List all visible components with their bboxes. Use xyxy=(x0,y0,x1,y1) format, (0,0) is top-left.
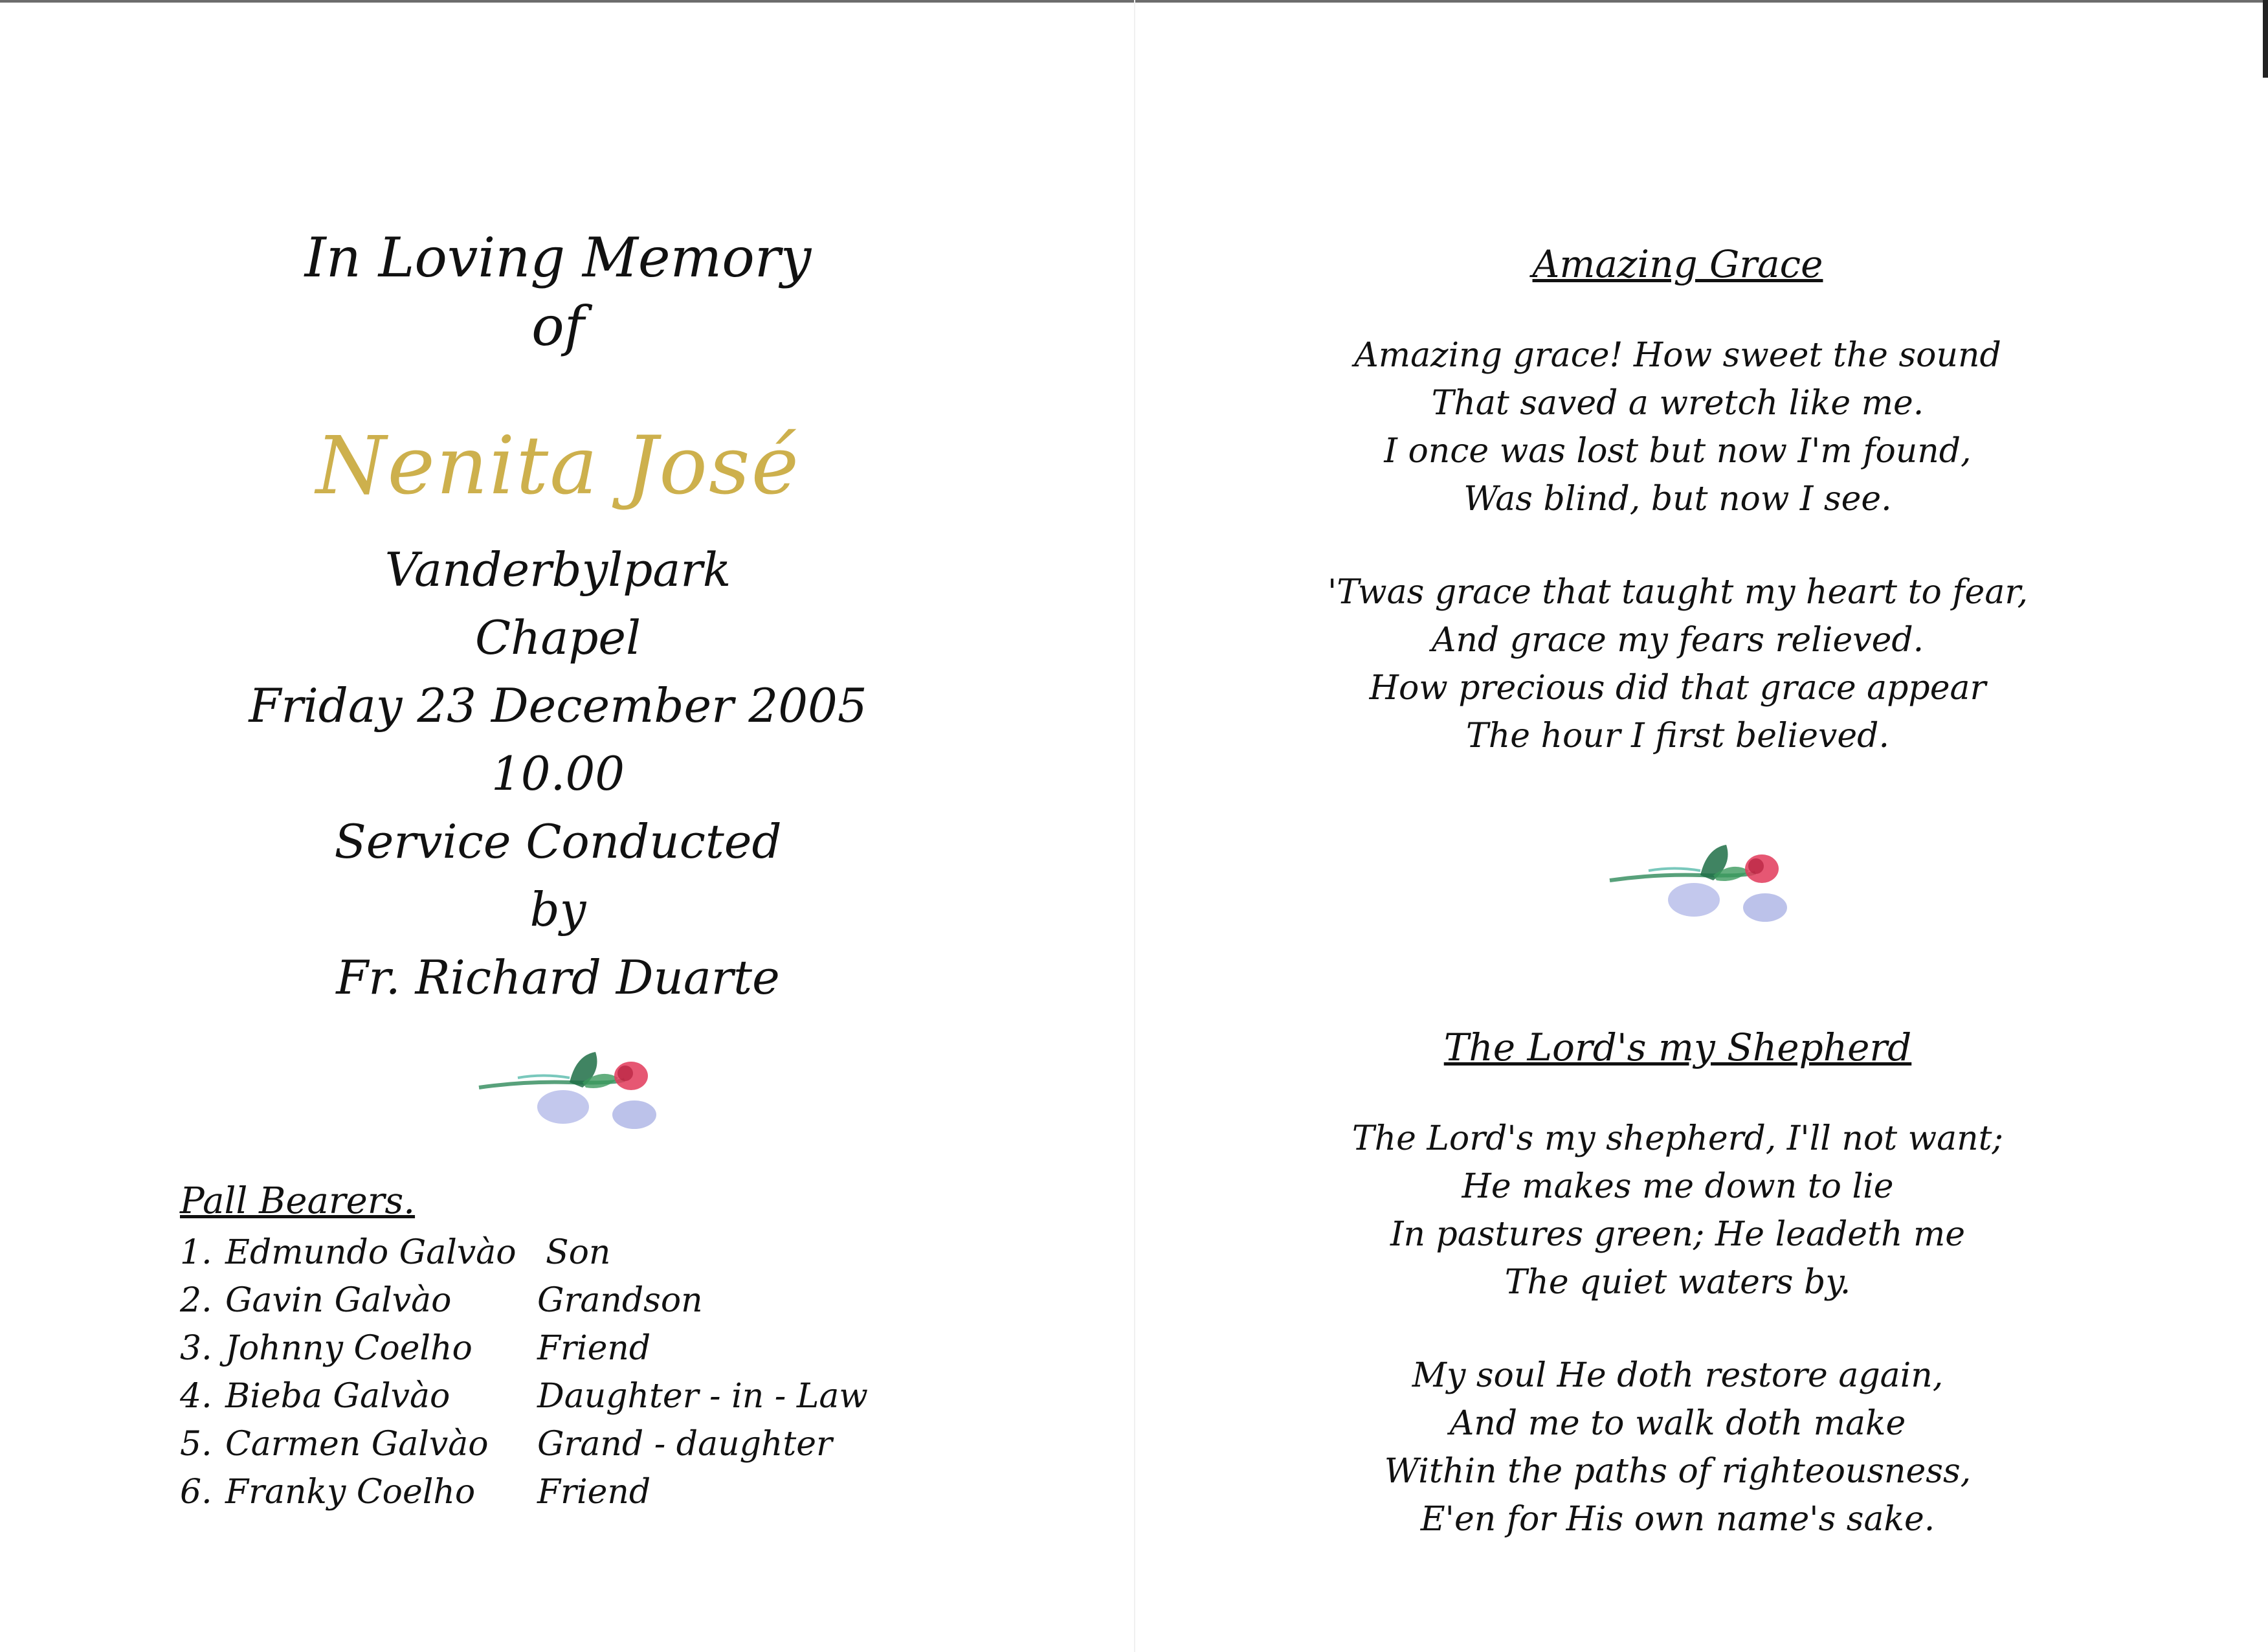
pall-bearer-number: 2. xyxy=(180,1281,212,1320)
pall-bearer-relation: Friend xyxy=(537,1473,651,1512)
service-line-2: by xyxy=(529,882,586,937)
verse-line: The hour I first believed. xyxy=(1466,717,1889,755)
service-line-1: Service Conducted xyxy=(334,814,782,869)
place-line-2: Chapel xyxy=(474,610,641,665)
right-panel xyxy=(1134,0,2268,1652)
hymn-verse xyxy=(1134,331,2221,523)
verse-line: E'en for His own name's sake. xyxy=(1420,1500,1935,1539)
pall-bearer-name: Franky Coelho xyxy=(225,1473,476,1512)
verse-line: Amazing grace! How sweet the sound xyxy=(1354,336,2001,375)
pall-bearer-relation: Friend xyxy=(537,1329,651,1368)
verse-line: And me to walk doth make xyxy=(1449,1404,1906,1443)
hymn-verse xyxy=(1134,1352,2221,1543)
hymn-lords-my-shepherd xyxy=(1134,1021,2221,1589)
service-details xyxy=(0,536,1121,1012)
pall-bearer-relation: Daughter - in - Law xyxy=(537,1377,868,1416)
hymn-verse xyxy=(1134,1115,2221,1306)
verse-line: I once was lost but now I'm found, xyxy=(1384,432,1972,471)
heading-line-2: of xyxy=(531,295,584,358)
service-date: Friday 23 December 2005 xyxy=(249,678,867,733)
pall-bearer-name: Bieba Galvào xyxy=(225,1377,450,1416)
pall-bearer-row xyxy=(180,1420,892,1468)
verse-line: 'Twas grace that taught my heart to fear, xyxy=(1327,573,2029,612)
pall-bearer-name: Edmundo Galvào xyxy=(225,1233,517,1272)
pall-bearer-name: Gavin Galvào xyxy=(225,1281,452,1320)
verse-line: Within the paths of righteousness, xyxy=(1384,1452,1972,1491)
hymn-title: The Lord's my Shepherd xyxy=(1443,1025,1912,1069)
pall-bearer-row xyxy=(180,1229,892,1277)
pall-bearer-number: 6. xyxy=(180,1473,212,1512)
verse-line: He makes me down to lie xyxy=(1462,1167,1894,1206)
pall-bearer-name: Johnny Coelho xyxy=(225,1329,472,1368)
rose-icon xyxy=(472,1042,667,1146)
place-line-1: Vanderbylpark xyxy=(384,542,731,597)
verse-line: Was blind, but now I see. xyxy=(1463,480,1892,519)
heading-line-1: In Loving Memory xyxy=(304,226,812,289)
verse-line: That saved a wretch like me. xyxy=(1431,384,1924,423)
verse-line: The Lord's my shepherd, I'll not want; xyxy=(1351,1119,2004,1158)
verse-line: The quiet waters by. xyxy=(1504,1263,1851,1302)
pall-bearers-heading: Pall Bearers. xyxy=(180,1180,416,1222)
pall-bearer-number: 4. xyxy=(180,1377,212,1416)
memorial-heading xyxy=(0,223,1121,361)
deceased-name-block xyxy=(0,418,1121,515)
verse-line: And grace my fears relieved. xyxy=(1431,621,1924,660)
pall-bearers xyxy=(180,1178,892,1516)
pall-bearer-number: 5. xyxy=(180,1425,212,1464)
officiant: Fr. Richard Duarte xyxy=(336,950,780,1005)
pall-bearer-row xyxy=(180,1468,892,1516)
rose-icon xyxy=(1603,835,1797,939)
verse-line: How precious did that grace appear xyxy=(1369,669,1986,708)
pall-bearer-relation: Son xyxy=(546,1233,611,1272)
verse-line: In pastures green; He leadeth me xyxy=(1390,1215,1966,1254)
pall-bearer-row xyxy=(180,1324,892,1372)
pall-bearer-row xyxy=(180,1277,892,1324)
pall-bearer-relation: Grandson xyxy=(537,1281,703,1320)
pall-bearer-row xyxy=(180,1372,892,1420)
pall-bearer-number: 1. xyxy=(180,1233,212,1272)
deceased-name: Nenita José xyxy=(316,419,800,513)
hymn-amazing-grace xyxy=(1134,238,2221,805)
pall-bearer-number: 3. xyxy=(180,1329,212,1368)
hymn-title: Amazing Grace xyxy=(1532,242,1823,286)
pall-bearer-relation: Grand - daughter xyxy=(537,1425,832,1464)
service-time: 10.00 xyxy=(491,746,625,801)
verse-line: My soul He doth restore again, xyxy=(1412,1356,1944,1395)
hymn-verse xyxy=(1134,568,2221,760)
pall-bearer-name: Carmen Galvào xyxy=(225,1425,489,1464)
